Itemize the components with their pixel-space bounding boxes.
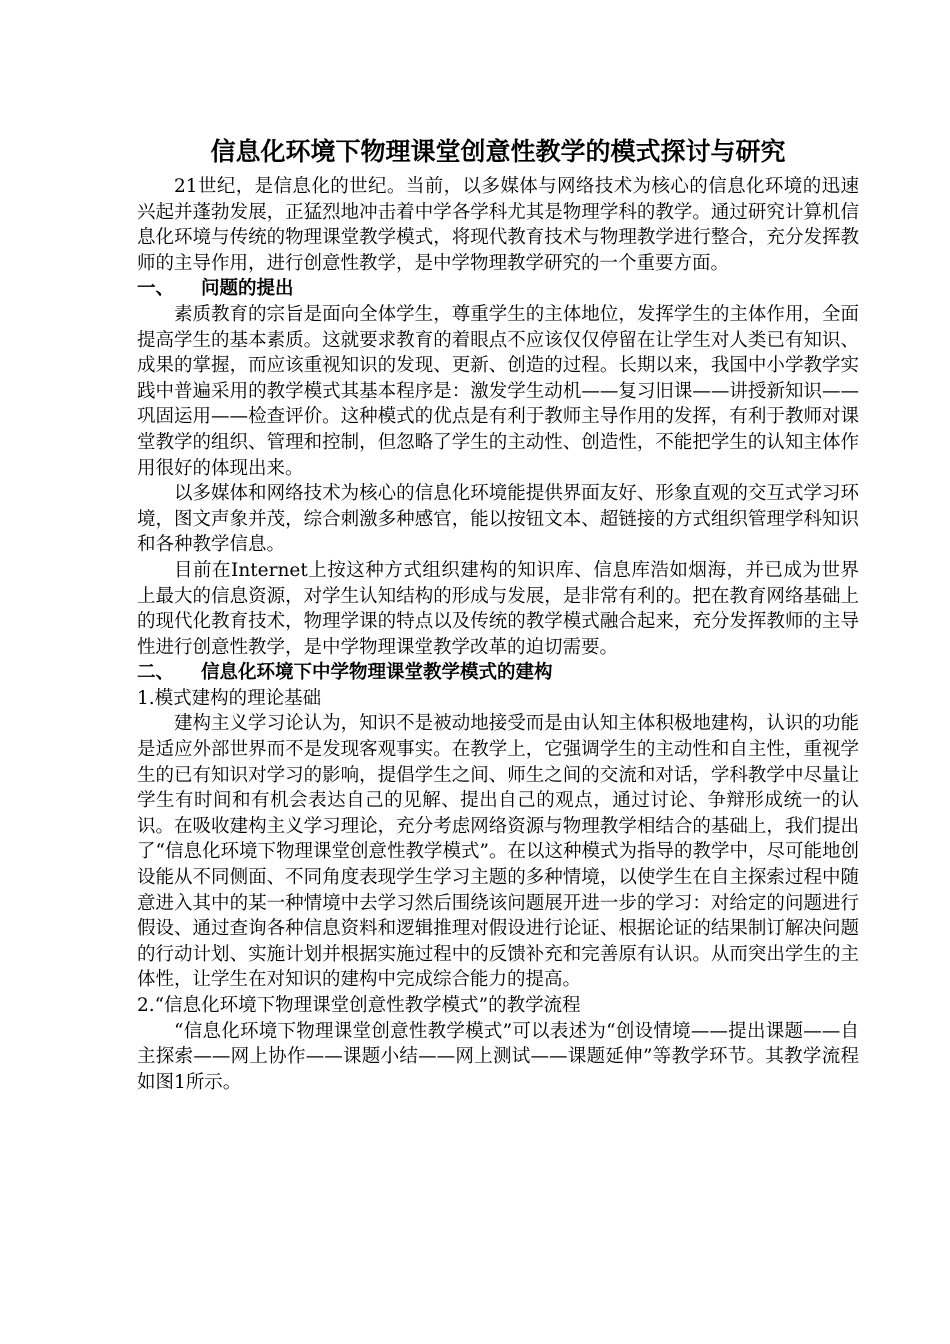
subsection-2-paragraph: “信息化环境下物理课堂创意性教学模式”可以表述为“创设情境——提出课题——自主探索——网上协作——课题小结——网上测试——课题延伸”等教学环节。其教学流程如图1所示。 [137,1020,859,1093]
document-title: 信息化环境下物理课堂创意性教学的模式探讨与研究 [210,137,786,166]
section-2-heading [137,660,859,686]
section-1-paragraph-3: 目前在Internet上按这种方式组织建构的知识库、信息库浩如烟海，并已成为世界上最大的信息资源，对学生认知结构的形成与发展，是非常有利的。把在教育网络基础上的现代化教育技术，物理学课的特点以及传统的教学模式融合起来，充分发挥教师的主导性进行创意性教学，是中学物理课堂教学改革的迫切需要。 [137,559,859,658]
section-2-title: 信息化环境下中学物理课堂教学模式的建构 [201,662,553,684]
section-1-heading [137,276,859,302]
intro-paragraph: 21世纪，是信息化的世纪。当前，以多媒体与网络技术为核心的信息化环境的迅速兴起并蓬勃发展，正猛烈地冲击着中学各学科尤其是物理学科的教学。通过研究计算机信息化环境与传统的物理课堂教学模式，将现代教育技术与物理教学进行整合，充分发挥教师的主导作用，进行创意性教学，是中学物理教学研究的一个重要方面。 [137,176,859,274]
subsection-1-heading: 1.模式建构的理论基础 [137,687,322,709]
section-1-number: 一、 [137,278,175,300]
section-2-number: 二、 [137,662,175,684]
subsection-1-paragraph: 建构主义学习论认为，知识不是被动地接受而是由认知主体积极地建构，认识的功能是适应外部世界而不是发现客观事实。在教学上，它强调学生的主动性和自主性，重视学生的已有知识对学习的影响，提倡学生之间、师生之间的交流和对话，学科教学中尽量让学生有时间和有机会表达自己的见解、提出自己的观点，通过讨论、争辩形成统一的认识。在吸收建构主义学习理论，充分考虑网络资源与物理教学相结合的基础上，我们提出了“信息化环境下物理课堂创意性教学模式”。在以这种模式为指导的教学中，尽可能地创设能从不同侧面、不同角度表现学生学习主题的多种情境，以使学生在自主探索过程中随意进入其中的某一种情境中去学习然后围绕该问题展开进一步的学习：对给定的问题进行假设、通过查询各种信息资料和逻辑推理对假设进行论证、根据论证的结果制订解决问题的行动计划、实施计划并根据实施过程中的反馈补充和完善原有认识。从而突出学生的主体性，让学生在对知识的建构中完成综合能力的提高。 [137,713,859,991]
document-page [137,136,859,1095]
section-1-paragraph-2: 以多媒体和网络技术为核心的信息化环境能提供界面友好、形象直观的交互式学习环境，图文声象并茂，综合刺激多种感官，能以按钮文本、超链接的方式组织管理学科知识和各种教学信息。 [137,483,859,556]
subsection-2-heading: 2.“信息化环境下物理课堂创意性教学模式”的教学流程 [137,995,581,1016]
section-1-title: 问题的提出 [201,278,294,300]
section-1-paragraph-1: 素质教育的宗旨是面向全体学生，尊重学生的主体地位，发挥学生的主体作用，全面提高学生的基本素质。这就要求教育的着眼点不应该仅仅停留在让学生对人类已有知识、成果的掌握，而应该重视知识的发现、更新、创造的过程。长期以来，我国中小学教学实践中普遍采用的教学模式其基本程序是：激发学生动机——复习旧课——讲授新知识——巩固运用——检查评价。这种模式的优点是有利于教师主导作用的发挥，有利于教师对课堂教学的组织、管理和控制，但忽略了学生的主动性、创造性，不能把学生的认知主体作用很好的体现出来。 [137,303,859,479]
